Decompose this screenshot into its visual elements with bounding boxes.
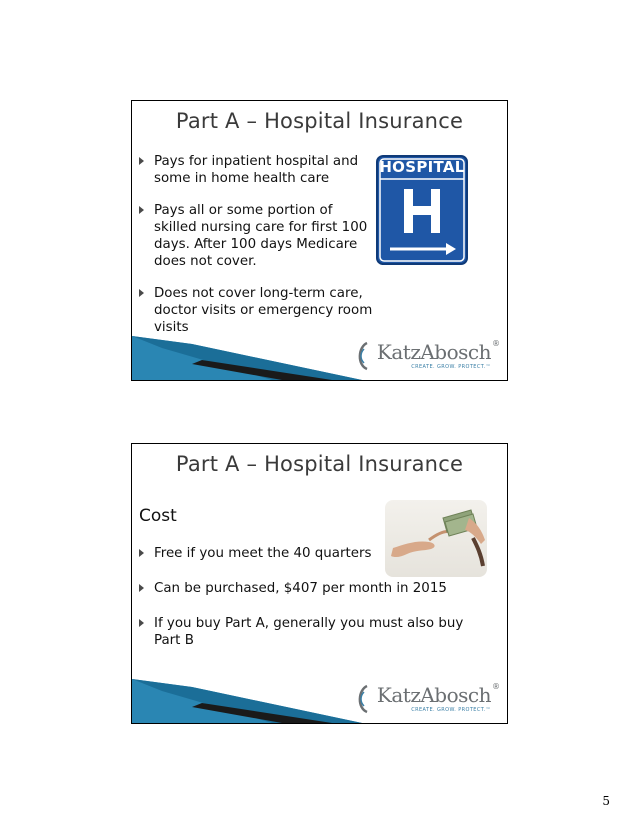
hospital-sign-text: HOSPITAL: [379, 158, 465, 176]
logo-registered: ®: [492, 339, 500, 348]
decorative-swoosh: [132, 677, 362, 723]
bullet-text: Can be purchased, $407 per month in 2015: [154, 581, 447, 596]
logo-name: KatzAbosch: [376, 683, 491, 707]
logo-tagline: CREATE. GROW. PROTECT.™: [411, 707, 491, 713]
bullet-text: Pays for inpatient hospital and some in home health care: [154, 154, 359, 186]
logo-registered: ®: [492, 682, 500, 691]
slide-title: Part A – Hospital Insurance: [175, 109, 464, 133]
logo-name: KatzAbosch: [376, 340, 491, 364]
bullet-arrow-icon: [139, 157, 144, 165]
bullet-item: [136, 545, 476, 562]
company-logo: [351, 682, 501, 718]
logo-mark-icon: [355, 341, 369, 371]
cost-heading: Cost: [139, 506, 177, 526]
decorative-swoosh: [132, 334, 362, 380]
bullet-arrow-icon: [139, 206, 144, 214]
bullet-item: [136, 202, 376, 270]
slide-2: [131, 443, 508, 724]
bullet-item: [136, 615, 476, 649]
bullet-text: Free if you meet the 40 quarters: [154, 546, 372, 561]
logo-tagline: CREATE. GROW. PROTECT.™: [411, 364, 491, 370]
page-number: 5: [602, 794, 610, 808]
bullet-arrow-icon: [139, 619, 144, 627]
bullet-text: Pays all or some portion of skilled nursing care for first 100 days. After 100 days Medicare does not cover.: [154, 203, 368, 269]
hospital-sign-icon: [376, 155, 468, 265]
bullet-text: Does not cover long-term care, doctor visits or emergency room visits: [154, 286, 373, 335]
bullet-item: [136, 153, 376, 187]
bullet-text: If you buy Part A, generally you must also buy Part B: [154, 616, 464, 648]
slide-1: [131, 100, 508, 381]
bullet-item: [136, 285, 376, 336]
slide-title: Part A – Hospital Insurance: [175, 452, 464, 476]
logo-mark-icon: [355, 684, 369, 714]
bullet-arrow-icon: [139, 289, 144, 297]
bullet-arrow-icon: [139, 549, 144, 557]
bullet-arrow-icon: [139, 584, 144, 592]
bullet-list: [136, 153, 376, 351]
bullet-item: [136, 580, 476, 597]
bullet-list: [136, 545, 476, 667]
company-logo: [351, 339, 501, 375]
